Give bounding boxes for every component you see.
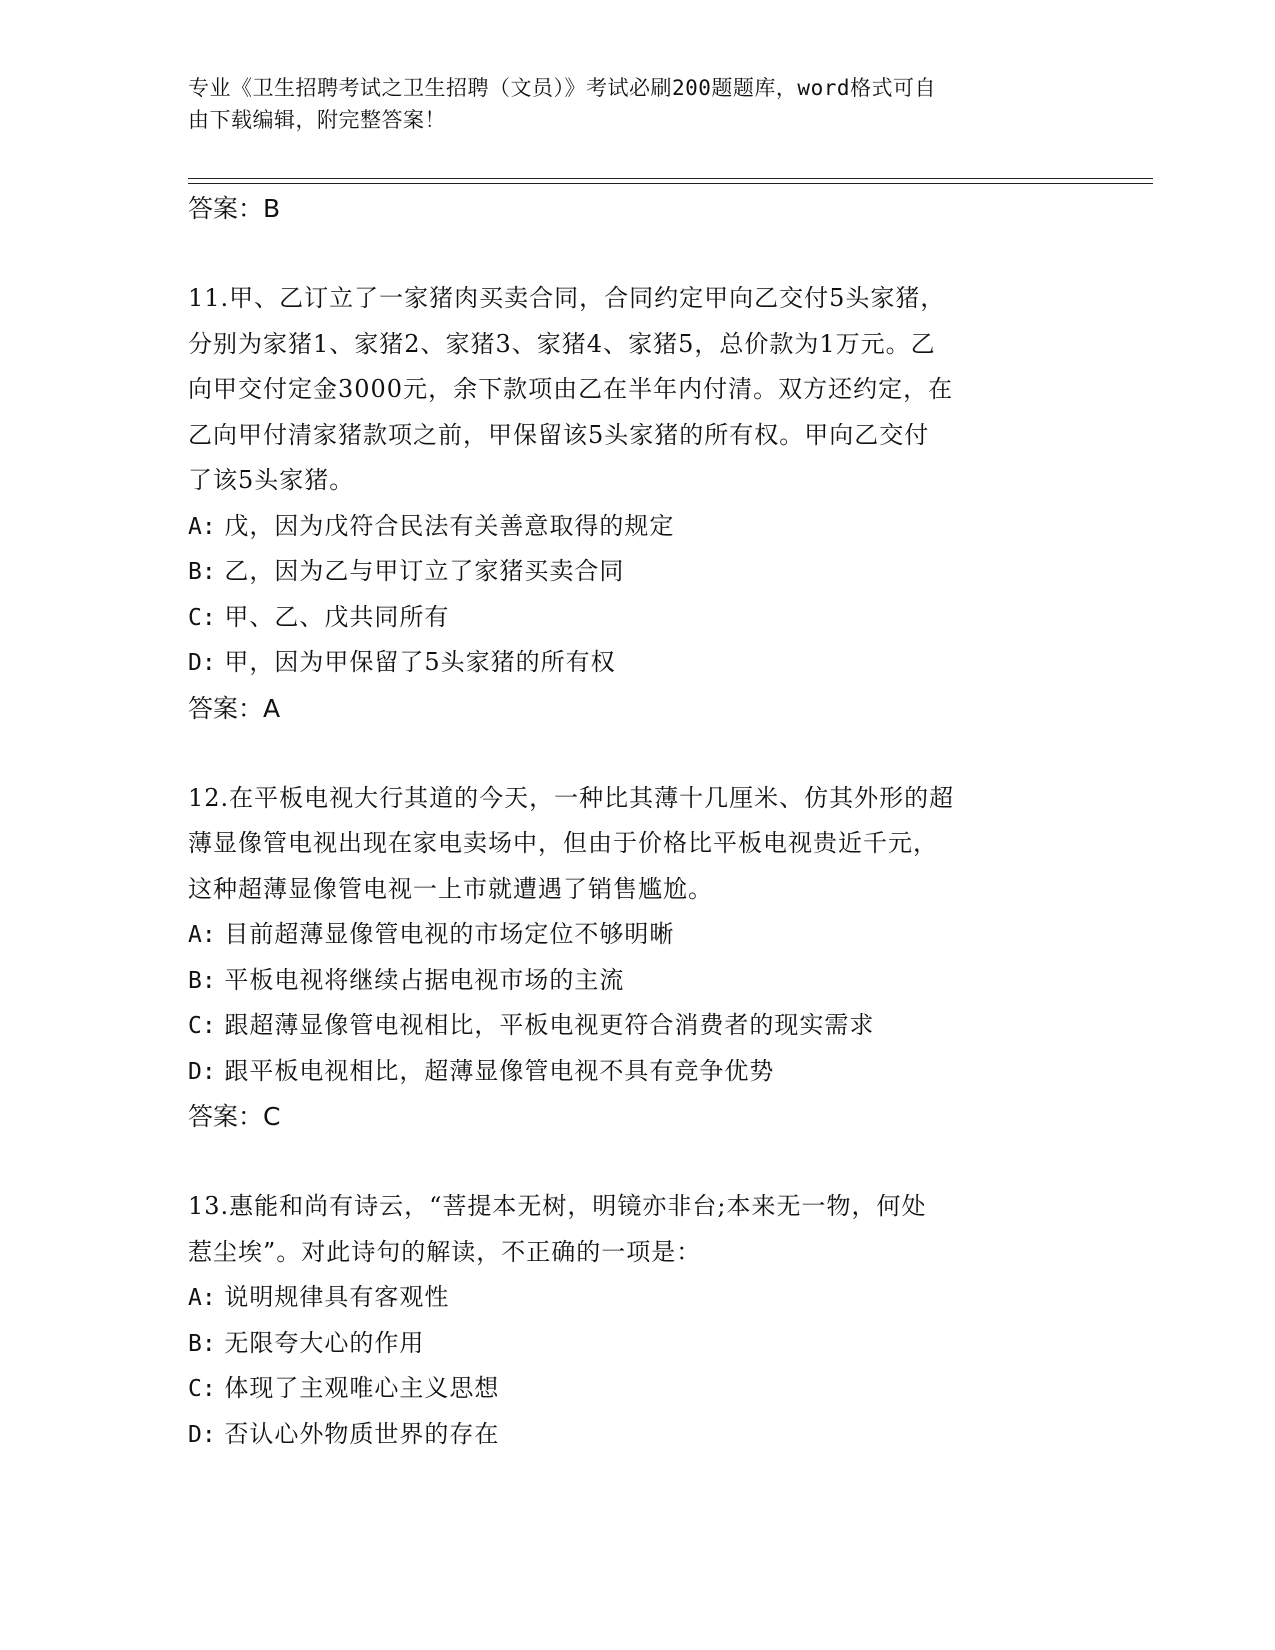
question-stem-line: 这种超薄显像管电视一上市就遭遇了销售尴尬。 [188,874,713,903]
option-letter: D: [188,650,216,676]
header-divider-top [188,178,1153,179]
option-letter: A: [188,922,216,948]
answer-label: 答案： [188,1102,264,1131]
option-letter: C: [188,604,216,631]
option-letter: C: [188,1013,216,1039]
blank-line [188,1139,1128,1184]
option-d [188,640,1128,686]
option-letter: A: [188,513,216,540]
blank-line [188,231,1128,276]
option-a [188,912,1128,958]
option-letter: B: [188,1330,216,1357]
question-stem-line: 分别为家猪1、家猪2、家猪3、家猪4、家猪5，总价款为1万元。乙 [188,329,936,358]
header-divider-bottom [188,183,1153,184]
question-content [188,186,1128,1457]
option-c [188,1003,1128,1049]
option-b [188,958,1128,1004]
option-text: 目前超薄显像管电视的市场定位不够明晰 [224,920,675,948]
option-c [188,595,1128,641]
option-c [188,1366,1128,1412]
option-letter: C: [188,1376,216,1402]
question-13 [188,1184,1128,1457]
option-text: 否认心外物质世界的存在 [224,1419,500,1448]
question-stem-line: 13.惠能和尚有诗云，“菩提本无树，明镜亦非台;本来无一物，何处 [188,1192,927,1220]
blank-line [188,731,1128,776]
option-b [188,1321,1128,1367]
question-stem-line: 薄显像管电视出现在家电卖场中，但由于价格比平板电视贵近千元， [188,829,938,857]
header-title-line-2: 由下载编辑，附完整答案！ [188,108,446,132]
answer-value: A [263,693,281,723]
question-stem-line: 惹尘埃”。对此诗句的解读，不正确的一项是： [188,1237,702,1266]
question-stem-line: 11.甲、乙订立了一家猪肉买卖合同，合同约定甲向乙交付5头家猪， [188,284,946,312]
option-b [188,549,1128,595]
option-text: 甲，因为甲保留了5头家猪的所有权 [224,648,616,676]
option-text: 乙，因为乙与甲订立了家猪买卖合同 [224,557,625,585]
answer-label: 答案： [188,693,264,723]
question-stem-line: 12.在平板电视大行其道的今天，一种比其薄十几厘米、仿其外形的超 [188,783,955,812]
option-text: 跟平板电视相比，超薄显像管电视不具有竞争优势 [224,1056,775,1085]
header-title-line-1: 专业《卫生招聘考试之卫生招聘（文员）》考试必刷200题题库，word格式可自 [188,76,936,100]
answer-line [188,686,1128,731]
option-text: 无限夸大心的作用 [224,1328,425,1357]
option-d [188,1049,1128,1095]
question-stem-line: 了该5头家猪。 [188,466,355,494]
answer-value: C [263,1102,281,1131]
option-a [188,504,1128,550]
option-text: 甲、乙、戊共同所有 [224,602,450,631]
option-letter: D: [188,1058,216,1085]
option-letter: B: [188,559,216,585]
question-12 [188,776,1128,1140]
question-11 [188,276,1128,731]
option-letter: D: [188,1421,216,1448]
page-header [188,72,1068,136]
option-d [188,1412,1128,1458]
option-text: 跟超薄显像管电视相比，平板电视更符合消费者的现实需求 [224,1011,875,1039]
option-letter: A: [188,1285,216,1311]
option-text: 戊，因为戊符合民法有关善意取得的规定 [224,511,675,540]
option-a [188,1275,1128,1321]
option-text: 说明规律具有客观性 [224,1283,450,1311]
question-stem-line: 乙向甲付清家猪款项之前，甲保留该5头家猪的所有权。甲向乙交付 [188,420,930,449]
option-letter: B: [188,967,216,994]
option-text: 平板电视将继续占据电视市场的主流 [224,965,625,994]
option-text: 体现了主观唯心主义思想 [224,1374,500,1402]
answer-label: 答案： [188,194,264,223]
answer-line [188,186,1128,231]
question-stem-line: 向甲交付定金3000元，余下款项由乙在半年内付清。双方还约定，在 [188,375,954,403]
answer-line [188,1094,1128,1139]
answer-value: B [263,194,281,223]
